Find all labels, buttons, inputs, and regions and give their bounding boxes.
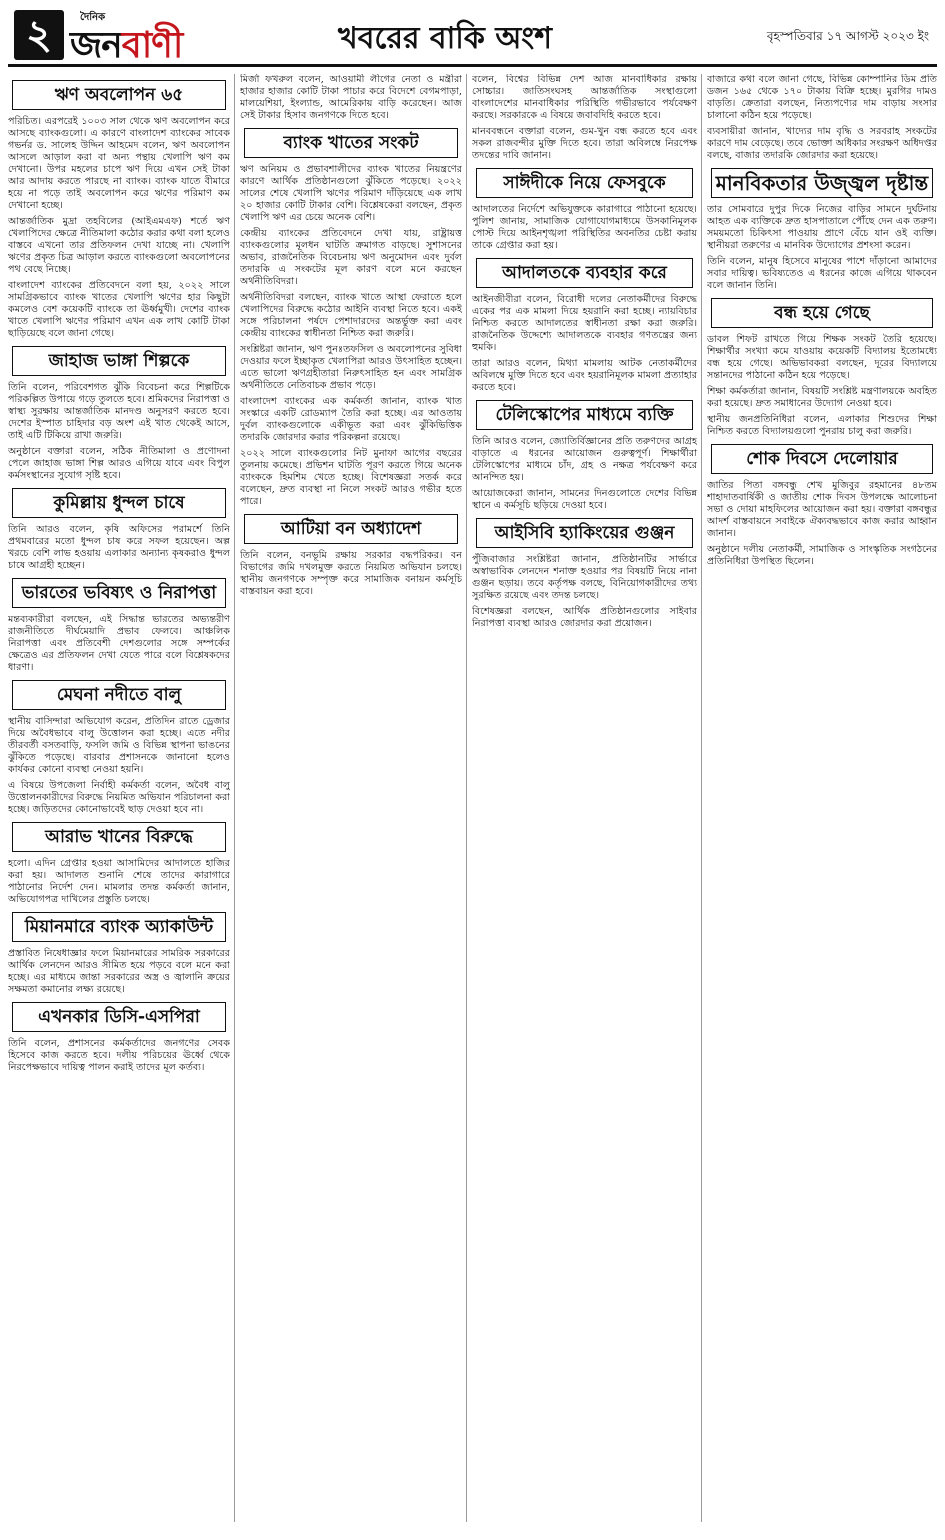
article-text: তিনি আরও বলেন, জ্যোতির্বিজ্ঞানের প্রতি তরুণদের আগ্রহ বাড়াতে এ ধরনের আয়োজন গুরুত্বপূর্ণ। শিক্ষার্থীরা টেলিস্কোপের মাধ্যমে চাঁদ, গ্রহ ও নক্ষত্র পর্যবেক্ষণ করে আনন্দিত হয়। bbox=[472, 436, 697, 483]
article-text: আদালতের নির্দেশে অভিযুক্তকে কারাগারে পাঠানো হয়েছে। পুলিশ জানায়, সামাজিক যোগাযোগমাধ্যমে উসকানিমূলক পোস্ট দিয়ে আইনশৃঙ্খলা পরিস্থিতির অবনতির চেষ্টা করায় তাকে গ্রেপ্তার করা হয়। bbox=[472, 204, 697, 251]
article-text: এ বিষয়ে উপজেলা নির্বাহী কর্মকর্তা বলেন, অবৈধ বালু উত্তোলনকারীদের বিরুদ্ধে নিয়মিত অভিযান পরিচালনা করা হচ্ছে। জড়িতদের কোনোভাবেই ছাড় দেওয়া হবে না। bbox=[8, 780, 230, 815]
article-text: আন্তর্জাতিক মুদ্রা তহবিলের (আইএমএফ) শর্তে ঋণ খেলাপিদের ক্ষেত্রে নীতিমালা কঠোর করার কথা বলা হলেও বাস্তবে এখনো তার প্রতিফলন দেখা যাচ্ছে না। খেলাপি ঋণের প্রকৃত চিত্র আড়াল করতে ব্যাংকগুলো অবলোপনের পথ বেছে নিচ্ছে। bbox=[8, 216, 230, 275]
article-headline: ঋণ অবলোপন ৬৫ bbox=[12, 80, 226, 110]
logo-name-part-2: বাণী bbox=[121, 25, 183, 66]
article-headline: জাহাজ ভাঙ্গা শিল্পকে bbox=[12, 346, 226, 376]
article-headline: শোক দিবসে দেলোয়ার bbox=[711, 444, 933, 474]
page-number: ২ bbox=[14, 10, 64, 60]
logo-daily-label: দৈনিক bbox=[80, 12, 106, 23]
article-text: বলেন, বিশ্বের বিভিন্ন দেশ আজ মানবাধিকার রক্ষায় সোচ্চার। জাতিসংঘসহ আন্তর্জাতিক সংস্থাগুলো বাংলাদেশের মানবাধিকার পরিস্থিতি গভীরভাবে পর্যবেক্ষণ করছে। সরকারকে এ বিষয়ে জবাবদিহি করতে হবে। bbox=[472, 74, 697, 121]
article-text: আইনজীবীরা বলেন, বিরোধী দলের নেতাকর্মীদের বিরুদ্ধে একের পর এক মামলা দিয়ে হয়রানি করা হচ্ছে। ন্যায়বিচার নিশ্চিত করতে আদালতের স্বাধীনতা রক্ষা করা জরুরি। রাজনৈতিক উদ্দেশ্যে আদালতকে ব্যবহার গণতন্ত্রের জন্য হুমকি। bbox=[472, 294, 697, 353]
article-text: মির্জা ফখরুল বলেন, আওয়ামী লীগের নেতা ও মন্ত্রীরা হাজার হাজার কোটি টাকা পাচার করে বিদেশে বেগমপাড়া, মালয়েশিয়া, ইংল্যান্ড, আমেরিকায় বাড়ি করেছেন। আজ সেই টাকার হিসাব জনগণকে দিতে হবে। bbox=[240, 74, 462, 121]
article-text: বাংলাদেশ ব্যাংকের প্রতিবেদনে বলা হয়, ২০২২ সালে সামগ্রিকভাবে ব্যাংক খাতের খেলাপি ঋণের হার কিছুটা কমলেও বেশ কয়েকটি ব্যাংকে তা ঊর্ধ্বমুখী। দেশের ব্যাংক খাতে খেলাপি ঋণের পরিমাণ এখন এক লাখ কোটি টাকা ছাড়িয়েছে বলে জানা গেছে। bbox=[8, 280, 230, 339]
article-text: অনুষ্ঠানে বক্তারা বলেন, সঠিক নীতিমালা ও প্রণোদনা পেলে জাহাজ ভাঙ্গা শিল্প আরও এগিয়ে যাবে এবং বিপুল কর্মসংস্থানের সুযোগ সৃষ্টি হবে। bbox=[8, 446, 230, 481]
article-text: বাজারে কথা বলে জানা গেছে, বিভিন্ন কোম্পানির ডিম প্রতি ডজন ১৬৫ থেকে ১৭০ টাকায় বিক্রি হচ্ছে। মুরগির দামও বাড়তি। ক্রেতারা বলছেন, নিত্যপণ্যের দাম বাড়ায় সংসার চালানো কঠিন হয়ে পড়েছে। bbox=[707, 74, 937, 121]
article-text: তিনি বলেন, মানুষ হিসেবে মানুষের পাশে দাঁড়ানো আমাদের সবার দায়িত্ব। ভবিষ্যতেও এ ধরনের কাজে এগিয়ে থাকবেন বলে জানান তিনি। bbox=[707, 256, 937, 291]
section-title: খবরের বাকি অংশ bbox=[338, 21, 552, 56]
article-headline: ভারতের ভবিষ্যৎ ও নিরাপত্তা bbox=[12, 578, 226, 608]
article-text: পুঁজিবাজার সংশ্লিষ্টরা জানান, প্রতিষ্ঠানটির সার্ভারে অস্বাভাবিক লেনদেন শনাক্ত হওয়ার পর বিষয়টি নিয়ে নানা গুঞ্জন ছড়ায়। তবে কর্তৃপক্ষ বলছে, বিনিয়োগকারীদের তথ্য সুরক্ষিত রয়েছে এবং তদন্ত চলছে। bbox=[472, 554, 697, 601]
logo-name bbox=[70, 18, 182, 78]
article-text: পরিচিত। এরপরেই ১০০৩ সাল থেকে ঋণ অবলোপন করে আসছে ব্যাংকগুলো। এ কারণে বাংলাদেশ ব্যাংকের সাবেক গভর্নর ড. সালেহ উদ্দিন আহমেদ বলেন, ঋণ অবলোপন আসলে আড়াল করা বা অন্য পন্থায় খেলাপি ঋণ কম দেখানো। উপর মহলের চাপে ঋণ দিয়ে এখন সেই টাকা আর আদায় করতে পারছে না ব্যাংক। ব্যাংক যাতে বীমারে হয়ে না পড়ে তাই অবলোপন করে ঋণের পরিমাণ কম দেখানো হচ্ছে। bbox=[8, 116, 230, 211]
article-text: বিশেষজ্ঞরা বলছেন, আর্থিক প্রতিষ্ঠানগুলোর সাইবার নিরাপত্তা ব্যবস্থা আরও জোরদার করা প্রয়োজন। bbox=[472, 606, 697, 629]
article-headline: আদালতকে ব্যবহার করে bbox=[476, 258, 693, 288]
newspaper-page bbox=[8, 6, 937, 1526]
article-headline: সাঈদীকে নিয়ে ফেসবুকে bbox=[476, 168, 693, 198]
dateline: বৃহস্পতিবার ১৭ আগস্ট ২০২৩ ইং bbox=[766, 29, 929, 43]
column-rule bbox=[701, 74, 702, 1522]
article-headline: মানবিকতার উজ্জ্বল দৃষ্টান্ত bbox=[711, 168, 933, 198]
logo-name-part-1: জন bbox=[70, 25, 122, 66]
column-rule bbox=[466, 74, 467, 1522]
article-text: তিনি বলেন, পরিবেশগত ঝুঁকি বিবেচনা করে শিল্পটিকে পরিকল্পিত উপায়ে গড়ে তুলতে হবে। শ্রমিকদের নিরাপত্তা ও স্বাস্থ্য সুরক্ষায় আন্তর্জাতিক মানদণ্ড অনুসরণ করতে হবে। দেশের ইস্পাত চাহিদার বড় অংশ এই খাত থেকেই আসে, তাই এটি টিকিয়ে রাখা জরুরি। bbox=[8, 382, 230, 441]
article-text: অর্থনীতিবিদরা বলছেন, ব্যাংক খাতে আস্থা ফেরাতে হলে খেলাপিদের বিরুদ্ধে কঠোর আইনি ব্যবস্থা নিতে হবে। একই সঙ্গে পরিচালনা পর্ষদে পেশাদারদের অন্তর্ভুক্ত করা এবং কেন্দ্রীয় ব্যাংকের স্বাধীনতা নিশ্চিত করা জরুরি। bbox=[240, 292, 462, 339]
article-text: কেন্দ্রীয় ব্যাংকের প্রতিবেদনে দেখা যায়, রাষ্ট্রায়ত্ত ব্যাংকগুলোর মূলধন ঘাটতি ক্রমাগত বাড়ছে। সুশাসনের অভাব, রাজনৈতিক বিবেচনায় ঋণ অনুমোদন এবং দুর্বল তদারকি এ সংকটের মূল কারণ বলে মনে করছেন অর্থনীতিবিদরা। bbox=[240, 228, 462, 287]
article-text: ২০২২ সালে ব্যাংকগুলোর নিট মুনাফা আগের বছরের তুলনায় কমেছে। প্রভিশন ঘাটতি পূরণ করতে গিয়ে অনেক ব্যাংককে হিমশিম খেতে হচ্ছে। বিশেষজ্ঞরা সতর্ক করে বলেছেন, দ্রুত ব্যবস্থা না নিলে সংকট আরও গভীর হতে পারে। bbox=[240, 448, 462, 507]
article-text: সংশ্লিষ্টরা জানান, ঋণ পুনঃতফসিল ও অবলোপনের সুবিধা দেওয়ার ফলে ইচ্ছাকৃত খেলাপিরা আরও উৎসাহিত হচ্ছেন। এতে ভালো ঋণগ্রহীতারা নিরুৎসাহিত হন এবং সামগ্রিক অর্থনীতিতে নেতিবাচক প্রভাব পড়ে। bbox=[240, 344, 462, 391]
article-headline: টেলিস্কোপের মাধ্যমে ব্যক্তি bbox=[476, 400, 693, 430]
article-text: তিনি বলেন, বনভূমি রক্ষায় সরকার বদ্ধপরিকর। বন বিভাগের জমি দখলমুক্ত করতে নিয়মিত অভিযান চলছে। স্থানীয় জনগণকে সম্পৃক্ত করে সামাজিক বনায়ন কর্মসূচি বাস্তবায়ন করা হবে। bbox=[240, 550, 462, 597]
article-text: হলো। এদিন গ্রেপ্তার হওয়া আসামিদের আদালতে হাজির করা হয়। আদালত শুনানি শেষে তাদের কারাগারে পাঠানোর নির্দেশ দেন। মামলার তদন্ত কর্মকর্তা জানান, অভিযোগপত্র দাখিলের প্রস্তুতি চলছে। bbox=[8, 858, 230, 905]
article-text: প্রস্তাবিত নিষেধাজ্ঞার ফলে মিয়ানমারের সামরিক সরকারের আর্থিক লেনদেন আরও সীমিত হয়ে পড়বে বলে মনে করা হচ্ছে। এর মাধ্যমে জান্তা সরকারের অস্ত্র ও জ্বালানি ক্রয়ের সক্ষমতা কমানোর লক্ষ্য রয়েছে। bbox=[8, 948, 230, 995]
article-headline: ব্যাংক খাতের সংকট bbox=[244, 128, 458, 158]
column-rule bbox=[234, 74, 235, 1522]
article-text: মন্তব্যকারীরা বলছেন, এই সিদ্ধান্ত ভারতের অভ্যন্তরীণ রাজনীতিতে দীর্ঘমেয়াদি প্রভাব ফেলবে। আঞ্চলিক নিরাপত্তা এবং প্রতিবেশী দেশগুলোর সঙ্গে সম্পর্কের ক্ষেত্রেও এর প্রতিফলন দেখা যেতে পারে বলে বিশ্লেষকদের ধারণা। bbox=[8, 614, 230, 673]
article-text: তার সোমবারে দুপুর দিকে নিজের বাড়ির সামনে দুর্ঘটনায় আহত এক ব্যক্তিকে দ্রুত হাসপাতালে পৌঁছে দেন এক তরুণ। সময়মতো চিকিৎসা পাওয়ায় প্রাণে বেঁচে যান ওই ব্যক্তি। স্থানীয়রা তরুণের এ মানবিক উদ্যোগের প্রশংসা করেন। bbox=[707, 204, 937, 251]
masthead bbox=[8, 6, 937, 67]
article-text: তিনি বলেন, প্রশাসনের কর্মকর্তাদের জনগণের সেবক হিসেবে কাজ করতে হবে। দলীয় পরিচয়ের ঊর্ধ্বে থেকে নিরপেক্ষভাবে দায়িত্ব পালন করাই তাদের মূল কর্তব্য। bbox=[8, 1038, 230, 1073]
article-text: আয়োজকেরা জানান, সামনের দিনগুলোতে দেশের বিভিন্ন স্থানে এ কর্মসূচি ছড়িয়ে দেওয়া হবে। bbox=[472, 488, 697, 511]
article-text: স্থানীয় বাসিন্দারা অভিযোগ করেন, প্রতিদিন রাতে ড্রেজার দিয়ে অবৈধভাবে বালু উত্তোলন করা হচ্ছে। এতে নদীর তীরবর্তী বসতবাড়ি, ফসলি জমি ও বিভিন্ন স্থাপনা ভাঙনের ঝুঁকিতে পড়েছে। বারবার প্রশাসনকে জানানো হলেও কার্যকর কোনো ব্যবস্থা নেওয়া হয়নি। bbox=[8, 716, 230, 775]
article-headline: আইসিবি হ্যাকিংয়ের গুঞ্জন bbox=[476, 518, 693, 548]
article-text: বাংলাদেশ ব্যাংকের এক কর্মকর্তা জানান, ব্যাংক খাত সংস্কারে একটি রোডম্যাপ তৈরি করা হচ্ছে। এর আওতায় দুর্বল ব্যাংকগুলোকে একীভূত করা এবং ঝুঁকিভিত্তিক তদারকি জোরদার করার পরিকল্পনা রয়েছে। bbox=[240, 396, 462, 443]
article-headline: আটিয়া বন অধ্যাদেশ bbox=[244, 514, 458, 544]
article-text: মানববন্ধনে বক্তারা বলেন, গুম-খুন বন্ধ করতে হবে এবং সকল রাজবন্দীর মুক্তি দিতে হবে। তারা অবিলম্বে নিরপেক্ষ তদন্তের দাবি জানান। bbox=[472, 126, 697, 161]
article-text: স্থানীয় জনপ্রতিনিধিরা বলেন, এলাকার শিশুদের শিক্ষা নিশ্চিত করতে বিদ্যালয়গুলো পুনরায় চালু করা জরুরি। bbox=[707, 414, 937, 437]
article-text: ডাবল শিফট রাখতে গিয়ে শিক্ষক সংকট তৈরি হয়েছে। শিক্ষার্থীর সংখ্যা কমে যাওয়ায় কয়েকটি বিদ্যালয় ইতোমধ্যে বন্ধ হয়ে গেছে। অভিভাবকরা বলছেন, দূরের বিদ্যালয়ে সন্তানদের পাঠানো কঠিন হয়ে পড়েছে। bbox=[707, 334, 937, 381]
article-text: তিনি আরও বলেন, কৃষি অফিসের পরামর্শে তিনি প্রথমবারের মতো ধুন্দল চাষ করে সফল হয়েছেন। অল্প খরচে বেশি লাভ হওয়ায় এলাকার অন্যান্য কৃষকরাও ধুন্দল চাষে আগ্রহী হচ্ছেন। bbox=[8, 524, 230, 571]
article-text: তারা আরও বলেন, মিথ্যা মামলায় আটক নেতাকর্মীদের অবিলম্বে মুক্তি দিতে হবে এবং হয়রানিমূলক মামলা প্রত্যাহার করতে হবে। bbox=[472, 358, 697, 393]
article-text: শিক্ষা কর্মকর্তারা জানান, বিষয়টি সংশ্লিষ্ট মন্ত্রণালয়কে অবহিত করা হয়েছে। দ্রুত সমাধানের উদ্যোগ নেওয়া হবে। bbox=[707, 386, 937, 409]
column-2 bbox=[240, 74, 462, 1522]
article-text: জাতির পিতা বঙ্গবন্ধু শেখ মুজিবুর রহমানের ৪৮তম শাহাদাতবার্ষিকী ও জাতীয় শোক দিবস উপলক্ষে আলোচনা সভা ও দোয়া মাহফিলের আয়োজন করা হয়। বক্তারা বঙ্গবন্ধুর আদর্শ বাস্তবায়নে সবাইকে ঐক্যবদ্ধভাবে কাজ করার আহ্বান জানান। bbox=[707, 480, 937, 539]
article-headline: এখনকার ডিসি-এসপিরা bbox=[12, 1002, 226, 1032]
article-headline: বন্ধ হয়ে গেছে bbox=[711, 298, 933, 328]
article-text: অনুষ্ঠানে দলীয় নেতাকর্মী, সামাজিক ও সাংস্কৃতিক সংগঠনের প্রতিনিধিরা উপস্থিত ছিলেন। bbox=[707, 544, 937, 567]
column-3 bbox=[472, 74, 697, 1522]
article-headline: মিয়ানমারে ব্যাংক অ্যাকাউন্ট bbox=[12, 912, 226, 942]
column-1 bbox=[8, 74, 230, 1522]
article-headline: কুমিল্লায় ধুন্দল চাষে bbox=[12, 488, 226, 518]
article-headline: আরাভ খানের বিরুদ্ধে bbox=[12, 822, 226, 852]
article-text: ঋণ অনিয়ম ও প্রভাবশালীদের ব্যাংক খাতের নিয়ন্ত্রণের কারণে আর্থিক প্রতিষ্ঠানগুলো ঝুঁকিতে পড়েছে। ২০২২ সালের শেষে খেলাপি ঋণের পরিমাণ দাঁড়িয়েছে এক লাখ ২০ হাজার কোটি টাকার বেশি। বিশ্লেষকেরা বলছেন, প্রকৃত খেলাপি ঋণ এর চেয়ে অনেক বেশি। bbox=[240, 164, 462, 223]
article-text: ব্যবসায়ীরা জানান, খাদ্যের দাম বৃদ্ধি ও সরবরাহ সংকটের কারণে দাম বেড়েছে। তবে ভোক্তা অধিকার সংরক্ষণ অধিদপ্তর বলছে, বাজার তদারকি জোরদার করা হয়েছে। bbox=[707, 126, 937, 161]
article-headline: মেঘনা নদীতে বালু bbox=[12, 680, 226, 710]
column-4 bbox=[707, 74, 937, 1522]
